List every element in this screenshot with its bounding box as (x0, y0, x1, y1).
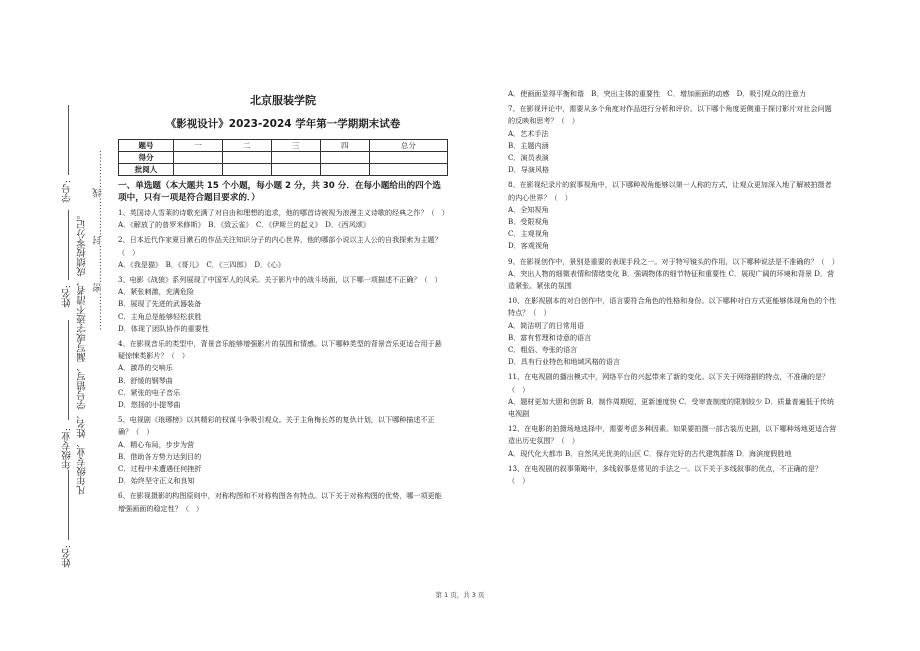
grader-cell[interactable] (174, 164, 223, 176)
question-2 (118, 234, 448, 271)
score-table-score-row (119, 152, 448, 164)
option-b: B．受限视角 (508, 217, 549, 227)
student-no-line (68, 105, 69, 175)
grader-cell[interactable] (320, 164, 369, 176)
question-9 (508, 256, 838, 293)
question-stem: 2、日本近代作家夏目漱石的作品关注知识分子的内心世界，他的哪部小说以主人公的自我探索为主题？（ ） (118, 235, 442, 257)
option-b: B．富有哲理和诗意的语言 (508, 332, 592, 342)
option-d: D．客观视角 (508, 241, 550, 251)
option-c: C．主角总是能够轻松获胜 (118, 311, 202, 321)
margin-notice: 凡年级专业、姓名、学号错写、漏写或字迹不清者，成绩按零分记。 (77, 210, 88, 495)
score-row-label: 题号 (119, 140, 174, 152)
option-a: A．全知视角 (508, 204, 549, 214)
question-options: A．题材更加大胆和创新 B．制作周期短，更新速度快 C．受审查制度的限制较少 D．质量普遍低于传统电视剧 (508, 396, 835, 419)
option-b: B．借助各方势力达到目的 (118, 451, 202, 461)
seal-line-text: …………密…………封…………线………… (93, 150, 104, 331)
option-a: A．激昂的交响乐 (118, 363, 173, 373)
question-1 (118, 207, 448, 231)
grader-cell[interactable] (222, 164, 271, 176)
question-options: A．《解放了的普罗米修斯》 B．《致云雀》 C．《伊斯兰的起义》 D．《西风颂》 (118, 220, 370, 230)
question-stem: 4、在影视音乐的类型中，背景音乐能够增强影片的氛围和情感。以下哪种类型的背景音乐更适合用于悬疑惊悚类影片？（ ） (118, 339, 442, 361)
score-cell[interactable] (174, 152, 223, 164)
name-label: 姓名: (62, 285, 73, 308)
right-column (508, 88, 838, 490)
question-7 (508, 103, 838, 176)
question-stem: 11、在电视剧的播出模式中，网络平台的兴起带来了新的变化。以下关于网络剧的特点，不准确的是？（ ） (508, 372, 830, 394)
question-stem: 13、在电视剧的叙事策略中，多线叙事是常见的手法之一。以下关于多线叙事的优点，不正确的是？（ ） (508, 463, 823, 486)
exam-title: 《影视设计》2023-2024 学年第一学期期末试卷 (165, 118, 401, 130)
student-no-label: 学号: (62, 180, 73, 203)
question-4 (118, 338, 448, 411)
question-stem: 6、在影视摄影的构图原则中，对称构图和不对称构图各有特点。以下关于对称构图的优势，哪一项更能增强画面的稳定性？（ ） (118, 491, 442, 513)
score-table-header-row (119, 140, 448, 152)
name-line-bottom (68, 470, 69, 540)
option-a: A．简洁明了的日常用语 (508, 320, 585, 330)
name-label-bottom: 姓名: (62, 545, 73, 568)
grade-major-label: 年级专业: (62, 428, 73, 470)
school-name: 北京服装学院 (250, 94, 316, 107)
option-c: C．粗俗、夸张的语言 (508, 345, 578, 355)
score-col-header: 总分 (369, 140, 447, 152)
question-options: A．突出人物的细微表情和情绪变化 B．强调物体的细节特征和重要性 C．展现广阔的环境和背景 D．营造紧张、紧张的氛围 (508, 268, 835, 291)
option-b: B．舒缓的钢琴曲 (118, 375, 173, 385)
question-6-options (508, 88, 838, 100)
option-b: B．主题内涵 (508, 140, 549, 150)
option-a: A．艺术手法 (508, 128, 549, 138)
question-stem: 9、在影视创作中，景别是重要的表现手段之一。对于特写镜头的作用，以下哪种说法是不准确的？（ ） (508, 256, 839, 266)
question-stem: 12、在电影的拍摄场地选择中，需要考虑多种因素。如果要拍摄一部古装历史剧，以下哪种场地更适合营造出历史氛围？（ ） (508, 424, 837, 446)
question-3 (118, 274, 448, 335)
grade-major-line (68, 320, 69, 420)
question-stem: 8、在影视纪录片的叙事视角中，以下哪种视角能够以第一人称的方式，让观众更加深入地了解被拍摄者的内心世界？（ ） (508, 180, 832, 202)
score-cell[interactable] (271, 152, 320, 164)
question-stem: 1、英国诗人雪莱的诗歌充满了对自由和理想的追求，他的哪首诗被视为浪漫主义诗歌的经典之作？（ ） (118, 208, 449, 217)
score-col-header: 一 (174, 140, 223, 152)
score-cell[interactable] (222, 152, 271, 164)
score-cell[interactable] (320, 152, 369, 164)
option-d: D．始终坚守正义和良知 (118, 476, 195, 486)
grader-cell[interactable] (271, 164, 320, 176)
question-stem: 10、在影视剧本的对白创作中，语言要符合角色的性格和身份。以下哪种对白方式更能够体现角色的个性特点？（ ） (508, 296, 837, 318)
option-c: C．演员表演 (508, 153, 549, 163)
left-column (118, 92, 448, 518)
score-row-label: 批阅人 (119, 164, 174, 176)
option-d: D．导演风格 (508, 165, 550, 175)
grader-cell[interactable] (369, 164, 447, 176)
section-heading: 一、单选题（本大题共 15 个小题，每小题 2 分，共 30 分．在每小题给出的四个选项中，只有一项是符合题目要求的．） (118, 181, 441, 203)
question-stem: 3、电影《战狼》系列展现了中国军人的风采。关于影片中的战斗场面，以下哪一项描述不正确？（ ） (118, 275, 442, 285)
score-row-label: 得分 (119, 152, 174, 164)
option-d: D．体现了团队协作的重要性 (118, 323, 209, 333)
question-options: A．《我是猫》 B．《哥儿》 C．《三四郎》 D．《心》 (118, 259, 285, 269)
option-b: B．展现了先进的武器装备 (118, 299, 202, 309)
score-col-header: 三 (271, 140, 320, 152)
score-table-grader-row (119, 164, 448, 176)
score-cell[interactable] (369, 152, 447, 164)
name-line (68, 210, 69, 280)
option-c: C．主观视角 (508, 229, 549, 239)
question-options: A．现代化大都市 B．自然风光优美的山区 C．保存完好的古代建筑群落 D．海滨度假胜地 (508, 448, 792, 458)
option-d: D．悠扬的小提琴曲 (118, 400, 181, 410)
question-8 (508, 179, 838, 252)
question-10 (508, 295, 838, 368)
option-c: C．过程中未遭遇任何挫折 (118, 464, 202, 474)
question-5 (118, 414, 448, 487)
score-col-header: 四 (320, 140, 369, 152)
question-13 (508, 463, 838, 487)
question-options: A．使画面显得平衡和谐 B．突出主体的重要性 C．增加画面的动感 D．吸引观众的注意力 (508, 89, 807, 98)
question-stem: 5、电视剧《琅琊榜》以其精彩的权谋斗争吸引观众。关于主角梅长苏的复仇计划，以下哪种描述不正确？（ ） (118, 415, 435, 437)
option-c: C．紧张的电子音乐 (118, 387, 181, 397)
option-a: A．精心布局，步步为营 (118, 439, 195, 449)
option-d: D．具有行业特色和地域风格的语言 (508, 357, 621, 367)
page-footer: 第 1 页，共 3 页 (435, 591, 485, 599)
question-6 (118, 490, 448, 514)
option-a: A．紧张刺激，充满危险 (118, 287, 195, 297)
score-table (118, 139, 448, 176)
question-11 (508, 371, 838, 420)
question-stem: 7、在影视评论中，需要从多个角度对作品进行分析和评价。以下哪个角度更侧重于探讨影片对社会问题的反映和思考？（ ） (508, 104, 832, 126)
score-col-header: 二 (222, 140, 271, 152)
question-12 (508, 423, 838, 460)
